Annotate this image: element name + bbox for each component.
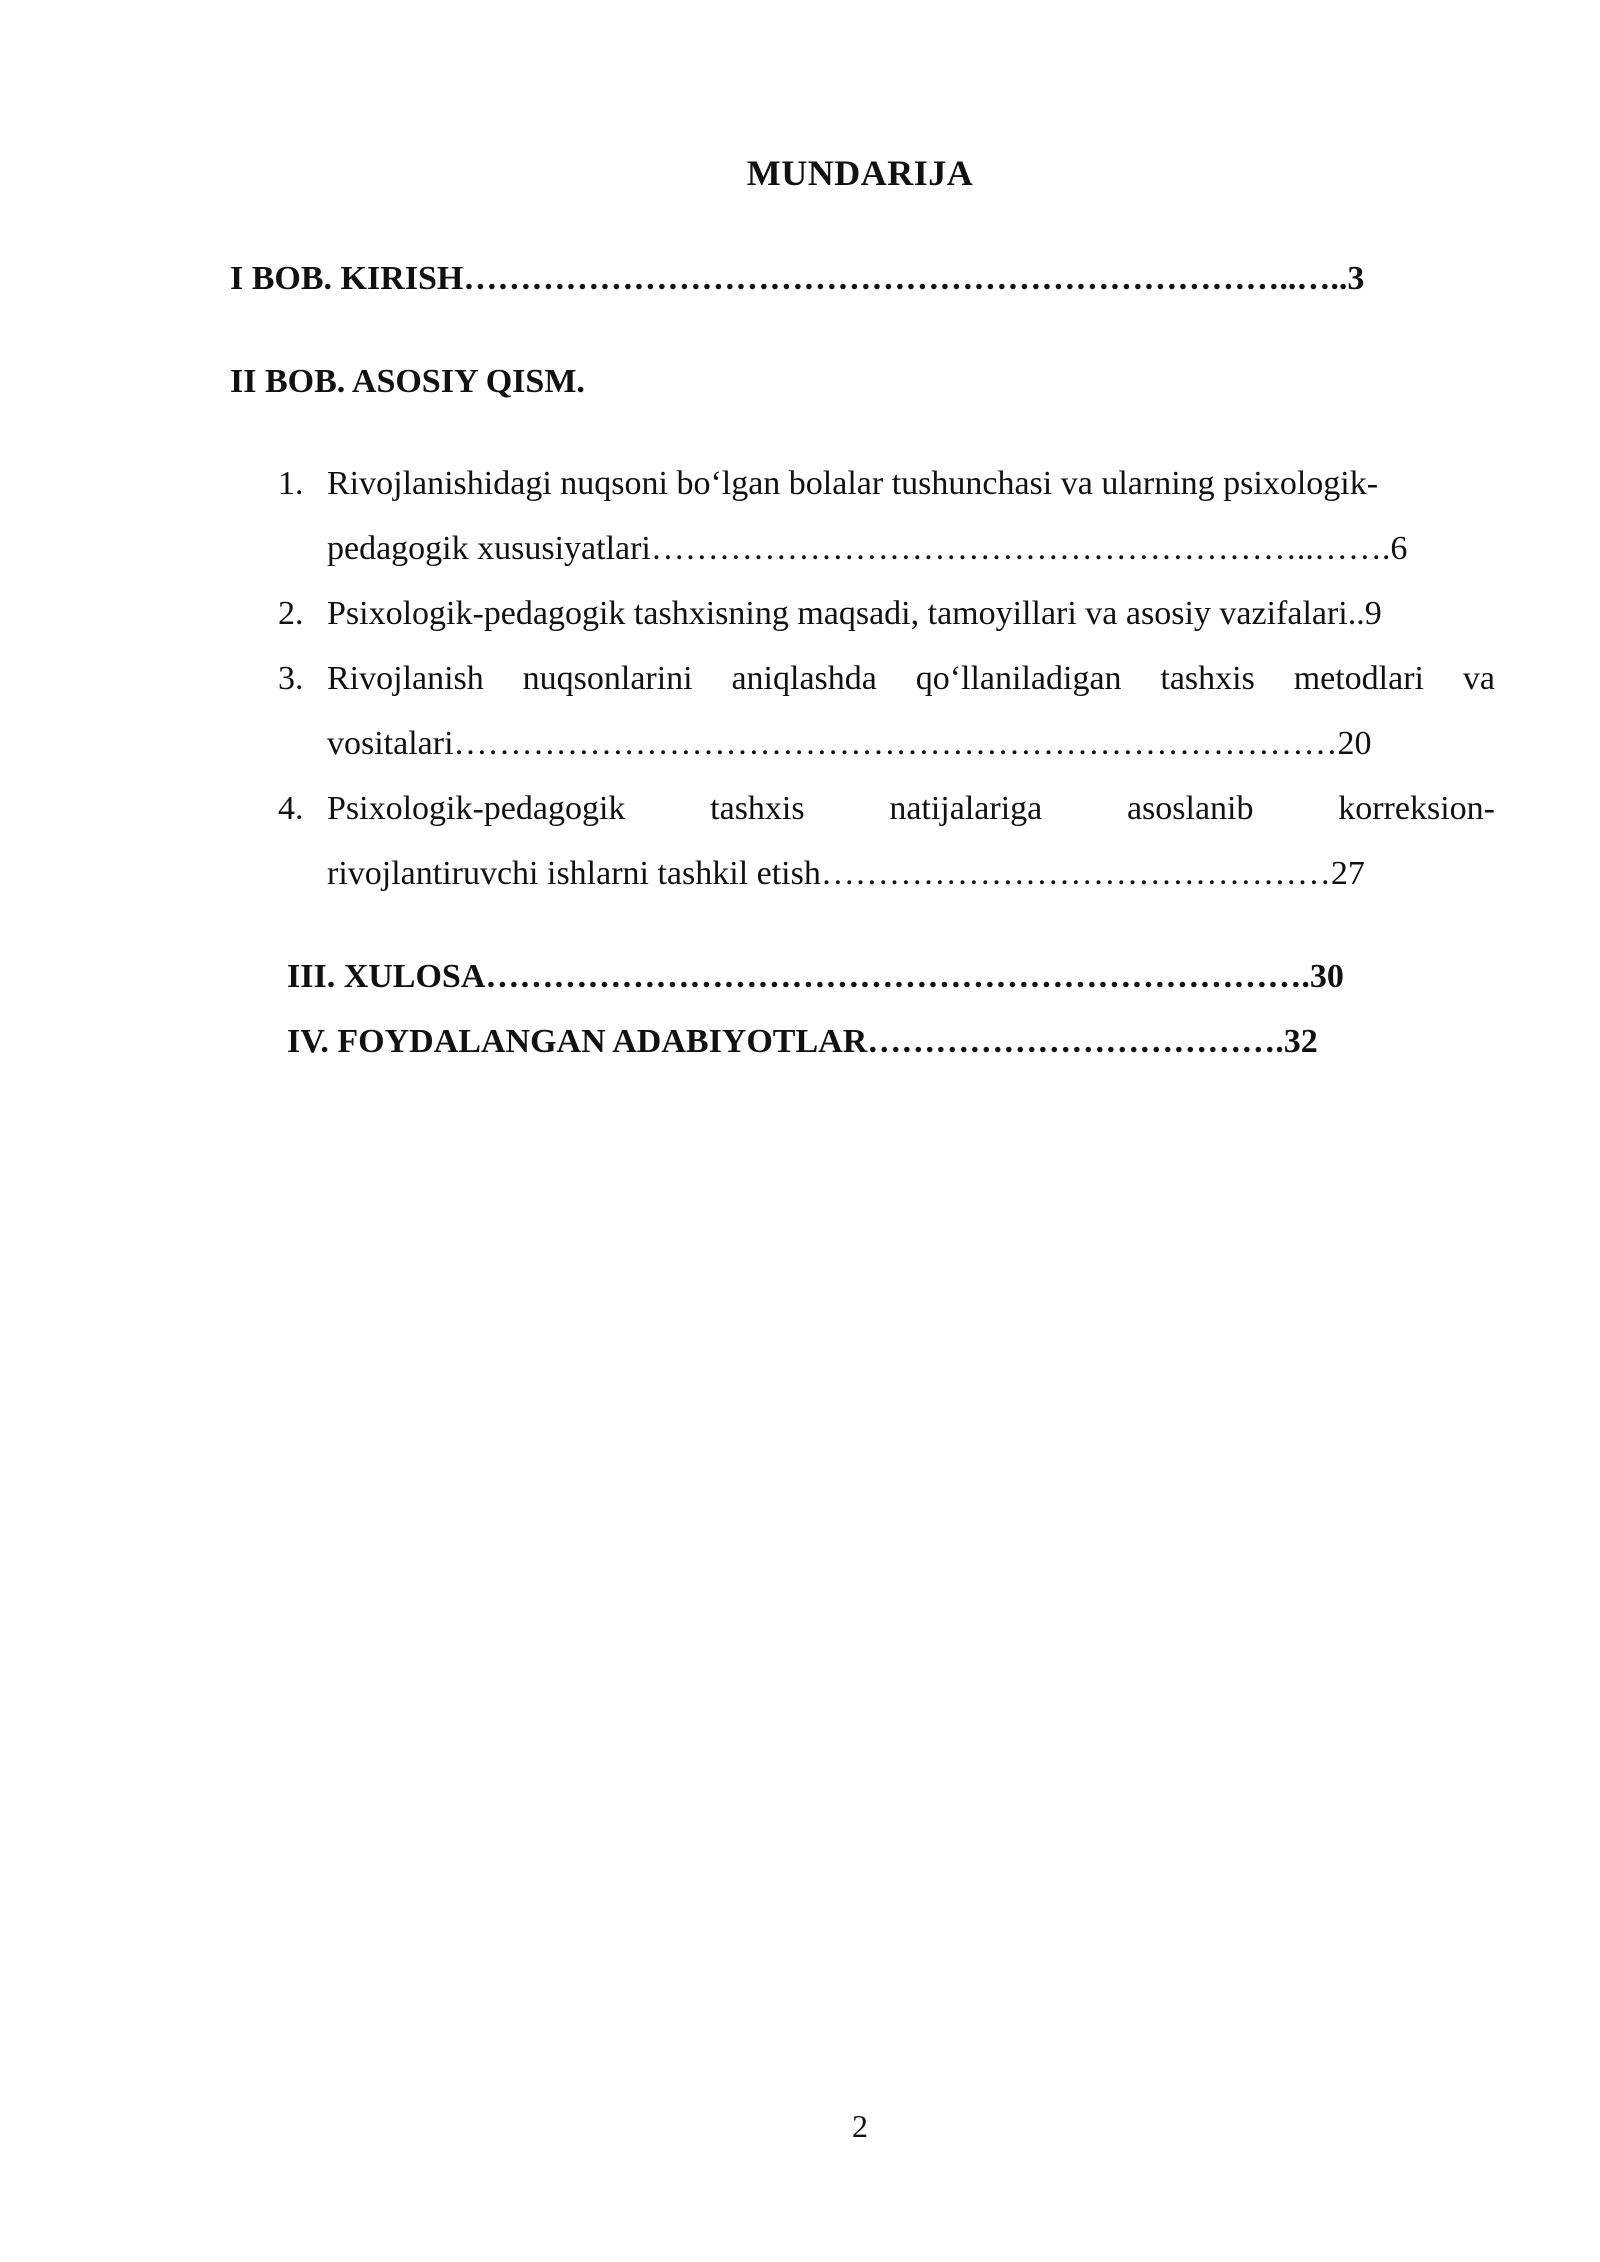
toc-item-4-number: 4. <box>278 790 304 827</box>
toc-chapter-2: II BOB. ASOSIY QISM. <box>230 363 585 400</box>
toc-references: IV. FOYDALANGAN ADABIYOTLAR……………………………….32 <box>287 1023 1318 1060</box>
toc-word: metodlari <box>1293 660 1424 697</box>
toc-item-2-number: 2. <box>278 595 304 632</box>
page-title: MUNDARIJA <box>746 153 974 193</box>
toc-word: tashxis <box>1160 660 1255 697</box>
toc-word: korreksion- <box>1338 790 1495 827</box>
toc-word: va <box>1462 660 1495 697</box>
toc-item-2-line-1: Psixologik-pedagogik tashxisning maqsadi, tamoyillari va asosiy vazifalari..9 <box>327 595 1382 632</box>
toc-word: qo‘llaniladigan <box>915 660 1122 697</box>
toc-word: Rivojlanish <box>327 660 484 697</box>
toc-item-3-number: 3. <box>278 660 304 697</box>
toc-word: natijalariga <box>889 790 1043 827</box>
toc-word: tashxis <box>710 790 805 827</box>
toc-item-3-line-2: vositalari……………………………………………………………………20 <box>327 725 1372 762</box>
toc-word: asoslanib <box>1126 790 1254 827</box>
toc-conclusion: III. XULOSA……………………………………………………………….30 <box>287 958 1344 995</box>
page-number: 2 <box>852 2108 868 2144</box>
toc-word: aniqlashda <box>731 660 877 697</box>
toc-word: Psixologik-pedagogik <box>327 790 626 827</box>
toc-item-3-line-1 <box>327 658 1495 700</box>
toc-item-1-line-1: Rivojlanishidagi nuqsoni bo‘lgan bolalar tushunchasi va ularning psixologik- <box>327 465 1379 502</box>
toc-item-4-line-1 <box>327 788 1495 830</box>
toc-item-1-number: 1. <box>278 465 304 502</box>
toc-chapter-1: I BOB. KIRISH………………………………………………………………..…..3 <box>230 260 1365 297</box>
toc-word: nuqsonlarini <box>522 660 693 697</box>
toc-item-1-line-2: pedagogik xususiyatlari…………………………………………………..…….6 <box>327 530 1408 567</box>
toc-item-4-line-2: rivojlantiruvchi ishlarni tashkil etish………………………………………27 <box>327 855 1365 892</box>
